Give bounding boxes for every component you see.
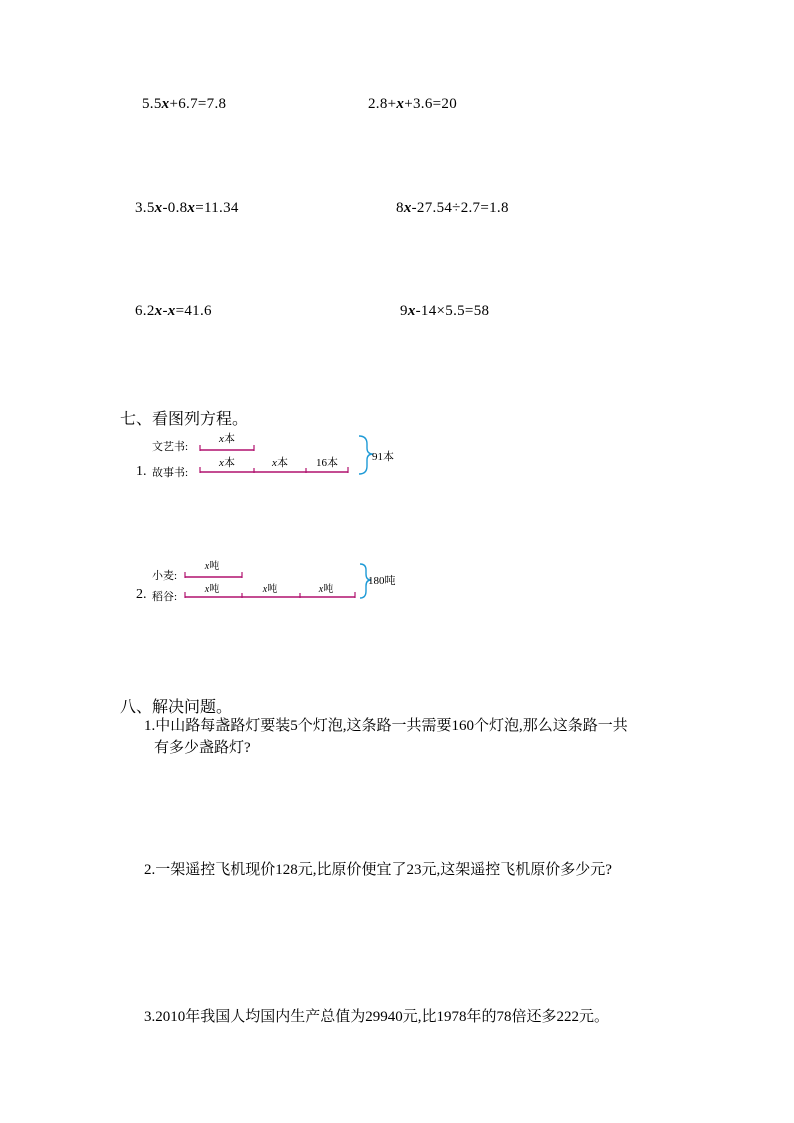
diagram-1-row2-label: 故事书: bbox=[152, 467, 189, 479]
diagram-2-row2-seg1-label: x吨 bbox=[204, 584, 220, 595]
equation-1: 5.5x+6.7=7.8 bbox=[142, 96, 227, 112]
diagram-1-row2-seg3-label: 16本 bbox=[316, 457, 338, 469]
equation-2: 2.8+x+3.6=20 bbox=[368, 96, 458, 112]
equation-4: 8x-27.54÷2.7=1.8 bbox=[396, 200, 509, 216]
diagram-1-row1-seg-label: x本 bbox=[219, 433, 235, 445]
diagram-2-total: 180吨 bbox=[368, 575, 396, 587]
diagram-1-number: 1. bbox=[136, 464, 147, 479]
problem-1-line-2: 有多少盏路灯? bbox=[154, 740, 251, 756]
section-7-title: 七、看图列方程。 bbox=[120, 411, 249, 428]
diagram-1-brace bbox=[359, 436, 373, 474]
section-8-title: 八、解决问题。 bbox=[120, 699, 233, 716]
diagram-2-row2-label: 稻谷: bbox=[152, 591, 178, 603]
diagram-1-total: 91本 bbox=[372, 451, 394, 463]
problem-2: 2.一架遥控飞机现价128元,比原价便宜了23元,这架遥控飞机原价多少元? bbox=[144, 862, 612, 878]
equation-6: 9x-14×5.5=58 bbox=[400, 303, 490, 319]
equation-5: 6.2x-x=41.6 bbox=[135, 303, 212, 319]
diagram-2-number: 2. bbox=[136, 587, 147, 602]
diagram-2-row2-seg2-label: x吨 bbox=[262, 584, 278, 595]
diagram-1-row1-bar bbox=[200, 445, 254, 451]
diagram-2-row1-label: 小麦: bbox=[152, 570, 178, 582]
diagram-1-row2-seg2-label: x本 bbox=[272, 457, 288, 469]
diagram-1-row2-seg1-label: x本 bbox=[219, 457, 235, 469]
equation-3: 3.5x-0.8x=11.34 bbox=[135, 200, 239, 216]
diagram-2-row1-bar bbox=[185, 572, 242, 578]
diagram-2-row1-seg-label: x吨 bbox=[204, 561, 220, 572]
problem-3: 3.2010年我国人均国内生产总值为29940元,比1978年的78倍还多222元。 bbox=[144, 1009, 610, 1025]
diagram-2-row2-seg3-label: x吨 bbox=[318, 584, 334, 595]
diagram-1-row1-label: 文艺书: bbox=[152, 441, 189, 453]
problem-1-line-1: 1.中山路每盏路灯要装5个灯泡,这条路一共需要160个灯泡,那么这条路一共 bbox=[144, 718, 628, 734]
